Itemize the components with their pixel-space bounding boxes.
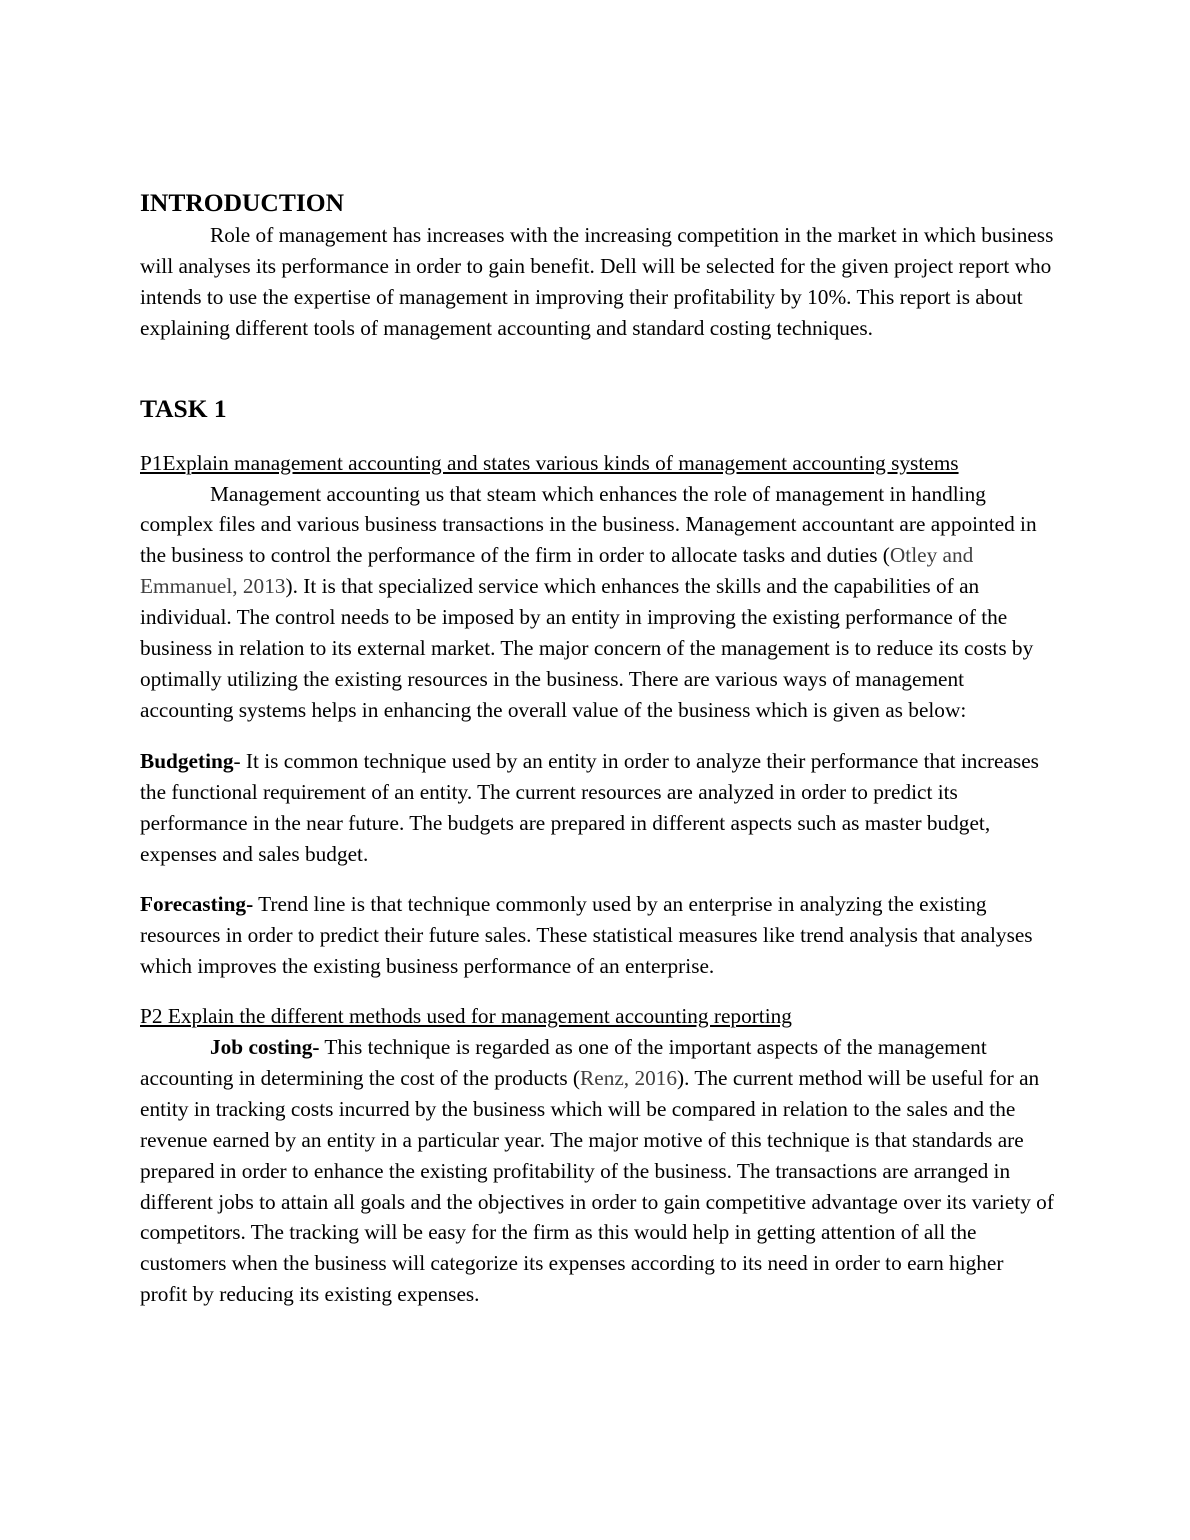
forecasting-paragraph xyxy=(140,889,1055,982)
budgeting-text: - It is common technique used by an entity in order to analyze their performance that increases the functional requirement of an entity. The current resources are analyzed in order to predict its performance in the near future. The budgets are prepared in different aspects such as master budget, expenses and sales budget. xyxy=(140,748,1039,866)
p2-title: P2 Explain the different methods used for management accounting reporting xyxy=(140,1004,792,1029)
p2-citation: Renz, 2016 xyxy=(580,1065,678,1090)
budgeting-term: Budgeting xyxy=(140,748,234,773)
p1-citation: Otley and Emmanuel, 2013 xyxy=(140,543,974,599)
job-costing-term: Job costing- xyxy=(210,1035,320,1060)
p2-text-b: ). The current method will be useful for an entity in tracking costs incurred by the business which will be compared in relation to the sales and the revenue earned by an entity in a particular year. The major motive of this technique is that standards are prepared in order to enhance the existing profitability of the business. The transactions are arranged in different jobs to attain all goals and the objectives in order to gain competitive advantage over its variety of competitors. The tracking will be easy for the firm as this would help in getting attention of all the customers when the business will categorize its expenses according to its need in order to earn higher profit by reducing its existing expenses. xyxy=(140,1065,1054,1307)
p1-text-b: ). It is that specialized service which enhances the skills and the capabilities of an individual. The control needs to be imposed by an entity in improving the existing performance of the business in relation to its external market. The major concern of the management is to reduce its costs by optimally utilizing the existing resources in the business. There are various ways of management accounting systems helps in enhancing the overall value of the business which is given as below: xyxy=(140,574,1034,722)
p1-title: P1Explain management accounting and states various kinds of management accounting systems xyxy=(140,450,959,475)
p1-text-a: Management accounting us that steam which enhances the role of management in handling complex files and various business transactions in the business. Management accountant are appointed in the business to control the performance of the firm in order to allocate tasks and duties ( xyxy=(140,481,1037,568)
intro-paragraph: Role of management has increases with the increasing competition in the market in which business will analyses its performance in order to gain benefit. Dell will be selected for the given project report who intends to use the expertise of management in improving their profitability by 10%. This report is about explaining different tools of management accounting and standard costing techniques. xyxy=(140,223,1054,340)
forecasting-text: Trend line is that technique commonly used by an enterprise in analyzing the existing resources in order to predict their future sales. These statistical measures like trend analysis that analyses which improves the existing business performance of an enterprise. xyxy=(140,892,1033,979)
p2-paragraph xyxy=(140,1032,1055,1310)
intro-heading: INTRODUCTION xyxy=(140,188,345,217)
task1-heading: TASK 1 xyxy=(140,393,227,423)
p2-text-a: This technique is regarded as one of the important aspects of the management accounting in determining the cost of the products ( xyxy=(140,1035,987,1090)
document-page xyxy=(140,186,1055,1310)
p1-paragraph xyxy=(140,479,1055,726)
budgeting-paragraph xyxy=(140,746,1055,870)
forecasting-term: Forecasting- xyxy=(140,892,254,917)
